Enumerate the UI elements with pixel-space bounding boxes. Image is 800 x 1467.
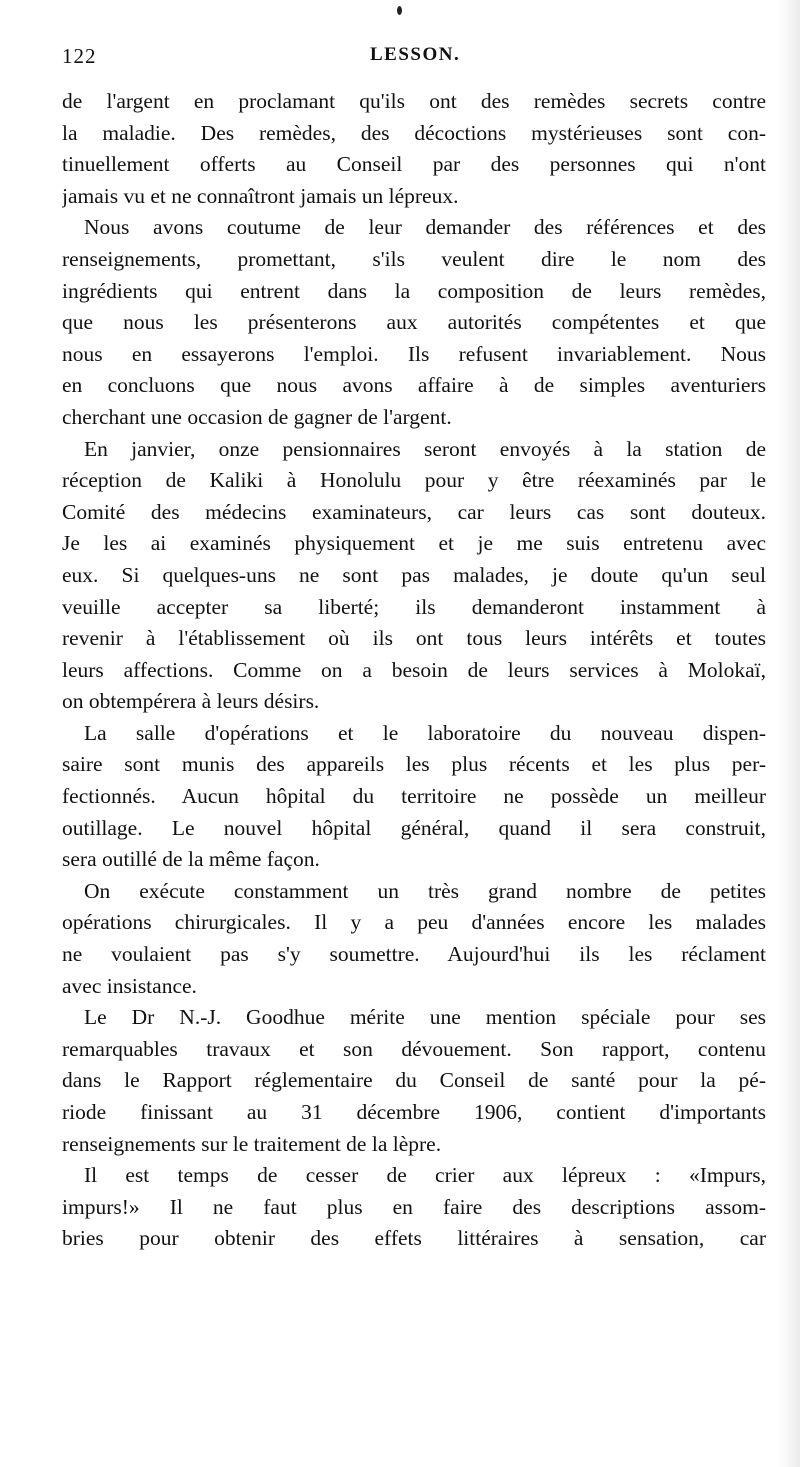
running-head [62, 44, 762, 74]
text-line: ingrédients qui entrent dans la composition de leurs remèdes, [62, 278, 766, 303]
text-line: veuille accepter sa liberté; ils demanderont instamment à [62, 594, 766, 619]
paragraph [62, 1160, 766, 1255]
text-line: de l'argent en proclamant qu'ils ont des remèdes secrets contre [62, 89, 766, 113]
text-line: outillage. Le nouvel hôpital général, quand il sera construit, [62, 815, 766, 840]
text-line: En janvier, onze pensionnaires seront envoyés à la station de [84, 436, 766, 461]
scan-shadow-edge [778, 0, 800, 1467]
text-line: remarquables travaux et son dévouement. Son rapport, contenu [62, 1036, 766, 1061]
running-title: LESSON. [370, 44, 461, 65]
paragraph [62, 86, 766, 212]
ink-speck [397, 6, 402, 15]
text-line: Je les ai examinés physiquement et je me suis entretenu avec [62, 531, 766, 556]
text-line: impurs!» Il ne faut plus en faire des descriptions assom- [62, 1194, 766, 1219]
text-line: eux. Si quelques-uns ne sont pas malades, je doute qu'un seul [62, 562, 766, 587]
paragraph [62, 718, 766, 876]
paragraph [62, 212, 766, 433]
paragraph [62, 434, 766, 718]
text-line: fectionnés. Aucun hôpital du territoire ne possède un meilleur [62, 784, 766, 809]
text-line: La salle d'opérations et le laboratoire du nouveau dispen- [84, 720, 766, 745]
text-line: saire sont munis des appareils les plus récents et les plus per- [62, 752, 766, 777]
text-line: opérations chirurgicales. Il y a peu d'années encore les malades [62, 910, 766, 935]
text-line: tinuellement offerts au Conseil par des personnes qui n'ont [62, 152, 766, 177]
text-line: cherchant une occasion de gagner de l'argent. [62, 404, 452, 429]
text-line: nous en essayerons l'emploi. Ils refusent invariablement. Nous [62, 341, 766, 366]
text-line: que nous les présenterons aux autorités compétentes et que [62, 310, 766, 335]
text-line: On exécute constamment un très grand nombre de petites [84, 878, 766, 903]
text-line: réception de Kaliki à Honolulu pour y être réexaminés par le [62, 468, 766, 493]
text-line: on obtempérera à leurs désirs. [62, 689, 320, 714]
text-line: avec insistance. [62, 973, 197, 998]
text-line: renseignements, promettant, s'ils veulent dire le nom des [62, 246, 766, 271]
text-line: Il est temps de cesser de crier aux lépreux : «Impurs, [84, 1163, 766, 1188]
text-line: renseignements sur le traitement de la lèpre. [62, 1131, 442, 1156]
text-line: dans le Rapport réglementaire du Conseil de santé pour la pé- [62, 1068, 766, 1093]
text-line: en concluons que nous avons affaire à de simples aventuriers [62, 373, 766, 398]
text-line: Nous avons coutume de leur demander des références et des [84, 215, 766, 240]
text-line: bries pour obtenir des effets littéraires à sensation, car [62, 1226, 766, 1251]
text-line: ne voulaient pas s'y soumettre. Aujourd'hui ils les réclament [62, 942, 766, 967]
body-text [62, 86, 766, 1255]
paragraph [62, 1002, 766, 1160]
paragraph [62, 876, 766, 1002]
text-line: riode finissant au 31 décembre 1906, contient d'importants [62, 1100, 766, 1124]
text-line: Comité des médecins examinateurs, car leurs cas sont douteux. [62, 499, 766, 524]
text-line: leurs affections. Comme on a besoin de leurs services à Molokaï, [62, 657, 766, 682]
page-number: 122 [62, 44, 97, 68]
text-line: Le Dr N.-J. Goodhue mérite une mention spéciale pour ses [84, 1005, 766, 1030]
text-line: jamais vu et ne connaîtront jamais un lépreux. [62, 183, 459, 208]
text-line: revenir à l'établissement où ils ont tous leurs intérêts et toutes [62, 626, 766, 651]
text-line: la maladie. Des remèdes, des décoctions mystérieuses sont con- [62, 120, 766, 145]
text-line: sera outillé de la même façon. [62, 847, 320, 872]
